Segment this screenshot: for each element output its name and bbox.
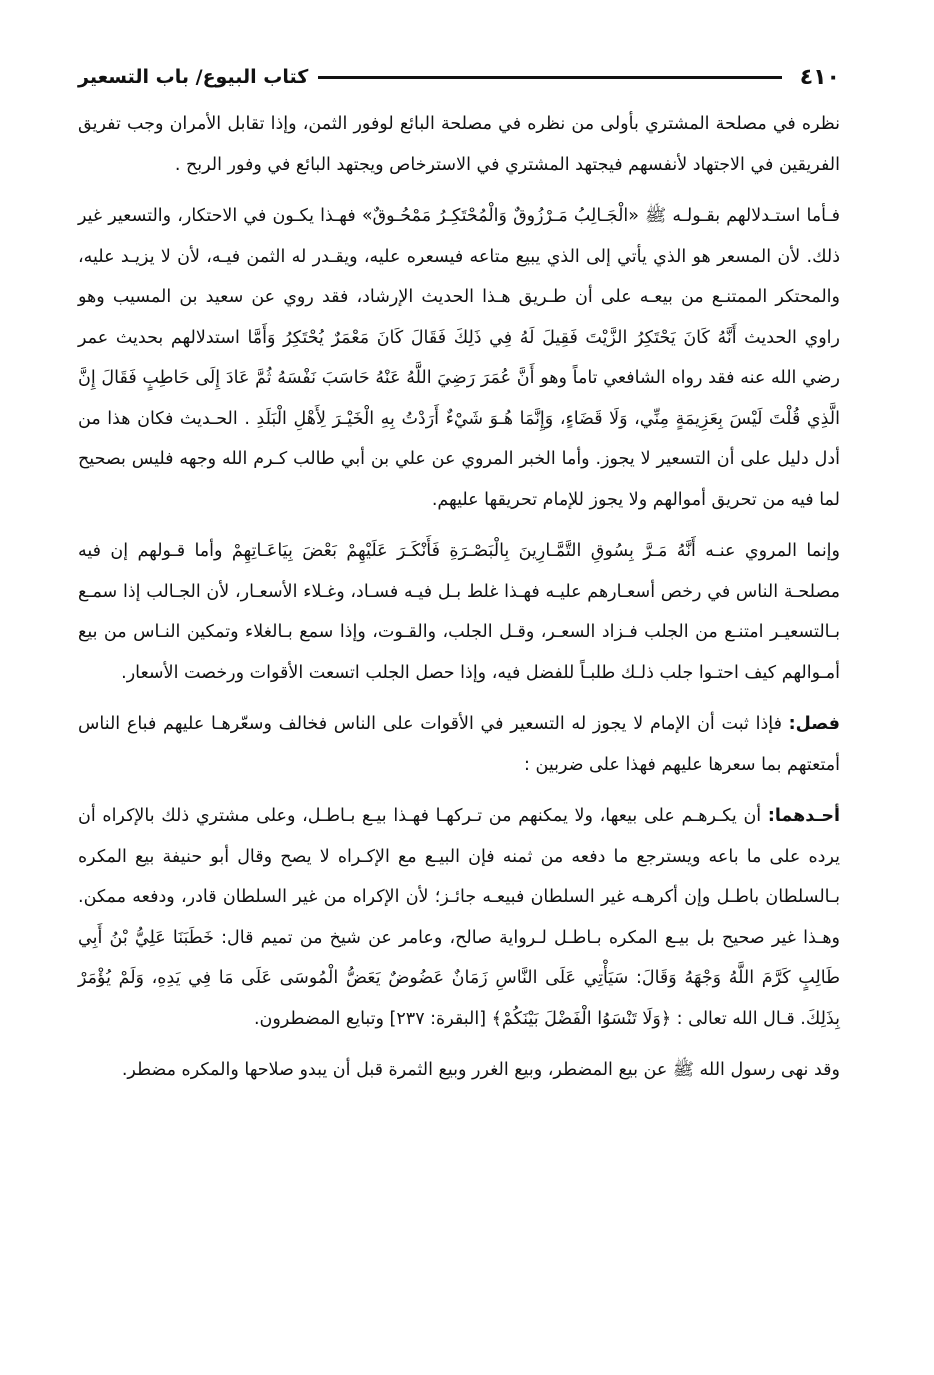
book-title: كتاب البيوع/ باب التسعير <box>78 66 309 88</box>
paragraph <box>78 531 840 693</box>
header-rule <box>318 76 781 79</box>
paragraph <box>78 196 840 520</box>
paragraph <box>78 704 840 785</box>
section-label: فصل: <box>788 714 840 734</box>
paragraph <box>78 1050 840 1091</box>
paragraph-text: وقد نهى رسول الله ﷺ عن بيع المضطر، وبيع الغرر وبيع الثمرة قبل أن يبدو صلاحها والمكره مضطر. <box>121 1060 840 1080</box>
paragraph <box>78 104 840 185</box>
paragraph-text: نظره في مصلحة المشتري بأولى من نظره في مصلحة البائع لوفور الثمن، وإذا تقابل الأمران وجب تفريق الفريقين في الاجتهاد لأنفسهم فيجتهد المشتري في الاسترخاص ويجتهد البائع في وفور الربح . <box>78 114 840 175</box>
book-page <box>78 60 840 1102</box>
paragraph <box>78 796 840 1039</box>
paragraph-text: أن يكـرهـم على بيعها، ولا يمكنهم من تـركهـا فهـذا بيـع بـاطـل، وعلى مشتري ذلك بالإكراه أن يرده على ما باعه ويسترجع ما دفعه من ثمنه فإن البيـع مع الإكـراه لا يصح وقال أبو حنيفة بيع المكره بـالسلطان باطـل وإن أكرهـه غير السلطان فبيعـه جائـز؛ لأن الإكراه من غير السلطان قادر، ودفعه ممكن. وهـذا غير صحيح بل بيـع المكره بـاطـل لـرواية صالح، وعامر عن شيخ من تميم قال: خَطَبَنَا عَلِيُّ بْنُ أَبِي طَالِبٍ كَرَّمَ اللَّهُ وَجْهَهُ وَقَالَ: سَيَأْتِي عَلَى النَّاسِ زَمَانٌ عَضُوضٌ يَعَضُّ الْمُوسَى عَلَى مَا فِي يَدِهِ، وَلَمْ يُؤْمَرْ بِذَلِكَ. قـال الله تعالى : ﴿وَلَا تَنْسَوُا الْفَضْلَ بَيْنَكُمْ﴾ [البقرة: ٢٣٧] وتبايع المضطرون. <box>78 806 840 1029</box>
paragraph-text: وإنما المروي عنـه أَنَّهُ مَـرَّ بِسُوقِ التَّمَّـارِينَ بِالْبَصْـرَةِ فَأَنْكَـرَ عَلَيْهِمْ بَعْضَ بِيَاعَـاتِهِمْ وأما قـولهم إن فيه مصلحـة الناس في رخص أسعـارهم عليـه فهـذا غلط بـل فيـه فسـاد، وغـلاء الأسعـار، لأن الجـالب إذا سمـع بـالتسعيـر امتنـع من الجلب فـزاد السعـر، وقـل الجلب، والقـوت، وإذا سمع بـالغلاء وتمكين النـاس من بيع أمـوالهم كيف احتـوا جلب ذلـك طلبـاً للفضل فيه، وإذا حصل الجلب اتسعت الأقوات ورخصت الأسعار. <box>78 541 840 683</box>
body-text <box>78 104 840 1091</box>
section-label: أحـدهما: <box>767 806 840 826</box>
page-number: ٤١٠ <box>799 64 840 90</box>
running-header <box>78 60 840 94</box>
paragraph-text: فـأما استـدلالهم بقـولـه ﷺ «الْجَـالِبُ مَـرْزُوقٌ وَالْمُحْتَكِـرُ مَمْحُـوقٌ» فهـذا يكـون في الاحتكار، والتسعير غير ذلك. لأن المسعر هو الذي يأتي إلى الذي يبيع متاعه فيسعره عليه، ويقـدر له الثمن فيـه، لأن لا يزيـد عليه، والمحتكر الممتنـع من بيعـه على أن طـريق هـذا الحديث الإرشاد، فقد روي عن سعيد بن المسيب وهو راوي الحديث أَنَّهُ كَانَ يَحْتَكِرُ الزَّيْتَ فَقِيلَ لَهُ فِي ذَلِكَ فَقَالَ كَانَ مَعْمَرٌ يُحْتَكِرُ وَأَمَّا استدلالهم بحديث عمر رضي الله عنه فقد رواه الشافعي تاماً وهو أَنَّ عُمَرَ رَضِيَ اللَّهُ عَنْهُ حَاسَبَ نَفْسَهُ ثُمَّ عَادَ إِلَى حَاطِبٍ فَقَالَ إِنَّ الَّذِي قُلْتَ لَيْسَ بِعَزِيمَةٍ مِنِّي، وَلَا قَضَاءٍ، وَإِنَّمَا هُـوَ شَيْءٌ أَرَدْتُ بِهِ الْخَيْـرَ لِأَهْلِ الْبَلَدِ . الحـديث فكان هذا من أدل دليل على أن التسعير لا يجوز. وأما الخبر المروي عن علي بن أبي طالب كـرم الله وجهه فليس بصحيح لما فيه من تحريق أموالهم ولا يجوز للإمام تحريقها عليهم. <box>78 206 840 510</box>
paragraph-text: فإذا ثبت أن الإمام لا يجوز له التسعير في الأقوات على الناس فخالف وسعّرهـا عليهم فباع الناس أمتعتهم بما سعرها عليهم فهذا على ضربين : <box>78 714 840 775</box>
